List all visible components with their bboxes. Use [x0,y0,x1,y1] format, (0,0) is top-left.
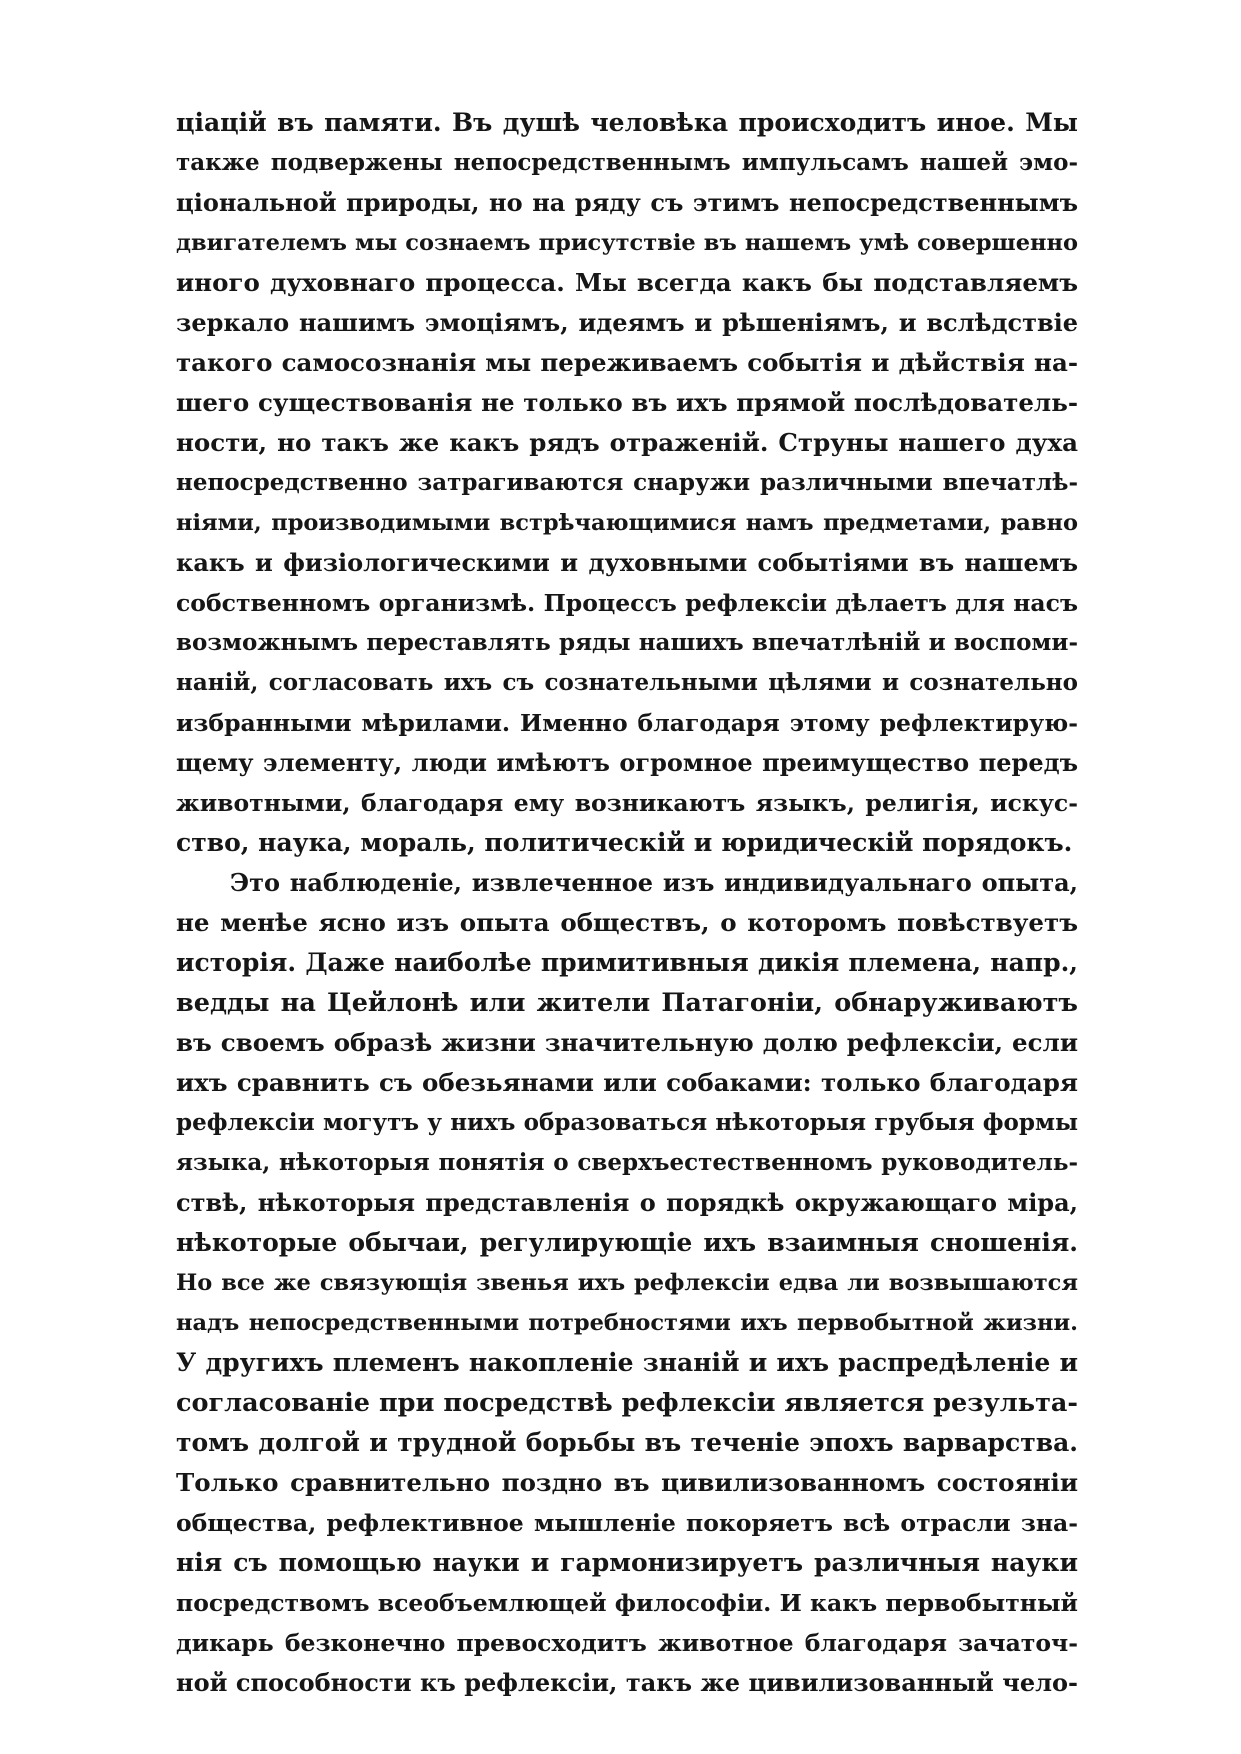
text-line: такого самосознанія мы переживаемъ событія и дѣйствія на- [176,348,1078,377]
text-line: иного духовнаго процесса. Мы всегда какъ бы подставляемъ [176,268,1078,297]
page-body-text [176,103,1078,1703]
paragraph-end-line: ство, наука, мораль, политическій и юридическій порядокъ. [176,828,1073,857]
text-line: общества, рефлективное мышленіе покоряетъ всѣ отрасли зна- [176,1509,1078,1537]
text-line: ніями, производимыми встрѣчающимися намъ предметами, равно [176,510,1078,536]
text-line: языка, нѣкоторыя понятія о сверхъестественномъ руководитель- [176,1149,1078,1176]
text-line: въ своемъ образѣ жизни значительную долю рефлексіи, если [176,1028,1078,1057]
text-line: ведды на Цейлонѣ или жители Патагоніи, обнаруживаютъ [176,988,1078,1018]
text-line: животными, благодаря ему возникаютъ языкъ, религія, искус- [176,789,1078,817]
text-line: У другихъ племенъ накопленіе знаній и ихъ распредѣленіе и [176,1348,1078,1377]
text-line: также подвержены непосредственнымъ импульсамъ нашей эмо- [176,149,1078,176]
text-line: щему элементу, люди имѣютъ огромное преимущество передъ [176,748,1078,777]
text-line: ной способности къ рефлексіи, такъ же цивилизованный чело- [176,1668,1078,1697]
text-line: собственномъ организмѣ. Процессъ рефлексіи дѣлаетъ для насъ [176,589,1078,617]
text-line: возможнымъ переставлять ряды нашихъ впечатлѣній и воспоми- [176,629,1078,656]
text-line: дикарь безконечно превосходитъ животное благодаря зачаточ- [176,1629,1078,1657]
text-line: шего существованія не только въ ихъ прямой послѣдователь- [176,388,1078,417]
text-line: ихъ сравнить съ обезьянами или собаками: только благодаря [176,1068,1078,1097]
text-line: посредствомъ всеобъемлющей философіи. И какъ первобытный [176,1589,1078,1617]
text-line: не менѣе ясно изъ опыта обществъ, о которомъ повѣствуетъ [176,908,1078,937]
text-line: избранными мѣрилами. Именно благодаря этому рефлектирую- [176,709,1078,737]
text-line: какъ и физіологическими и духовными событіями въ нашемъ [176,548,1078,577]
text-line: Только сравнительно поздно въ цивилизованномъ состояніи [176,1468,1078,1497]
text-line: исторія. Даже наиболѣе примитивныя дикія племена, напр., [176,948,1078,977]
text-line: томъ долгой и трудной борьбы въ теченіе эпохъ варварства. [176,1428,1078,1457]
text-line: рефлексіи могутъ у нихъ образоваться нѣкоторыя грубыя формы [176,1109,1078,1136]
text-line: зеркало нашимъ эмоціямъ, идеямъ и рѣшеніямъ, и вслѣдствіе [176,308,1078,337]
text-line: согласованіе при посредствѣ рефлексіи является результа- [176,1388,1078,1418]
text-line: Но все же связующія звенья ихъ рефлексіи едва ли возвышаются [176,1270,1078,1296]
text-line: двигателемъ мы сознаемъ присутствіе въ нашемъ умѣ совершенно [176,230,1078,256]
text-line: непосредственно затрагиваются снаружи различными впечатлѣ- [176,469,1078,496]
text-line: ціацій въ памяти. Въ душѣ человѣка происходитъ иное. Мы [176,108,1078,137]
text-line: ціональной природы, но на ряду съ этимъ непосредственнымъ [176,188,1078,217]
paragraph-start-line: Это наблюденіе, извлеченное изъ индивидуальнаго опыта, [230,868,1078,897]
text-line: нія съ помощью науки и гармонизируетъ различныя науки [176,1548,1078,1577]
text-line: наній, согласовать ихъ съ сознательными цѣлями и сознательно [176,669,1078,696]
text-line: надъ непосредственными потребностями ихъ первобытной жизни. [176,1310,1078,1336]
text-line: ствѣ, нѣкоторыя представленія о порядкѣ окружающаго міра, [176,1188,1078,1217]
text-line: ности, но такъ же какъ рядъ отраженій. Струны нашего духа [176,428,1078,457]
text-line: нѣкоторые обычаи, регулирующіе ихъ взаимныя сношенія. [176,1228,1078,1257]
